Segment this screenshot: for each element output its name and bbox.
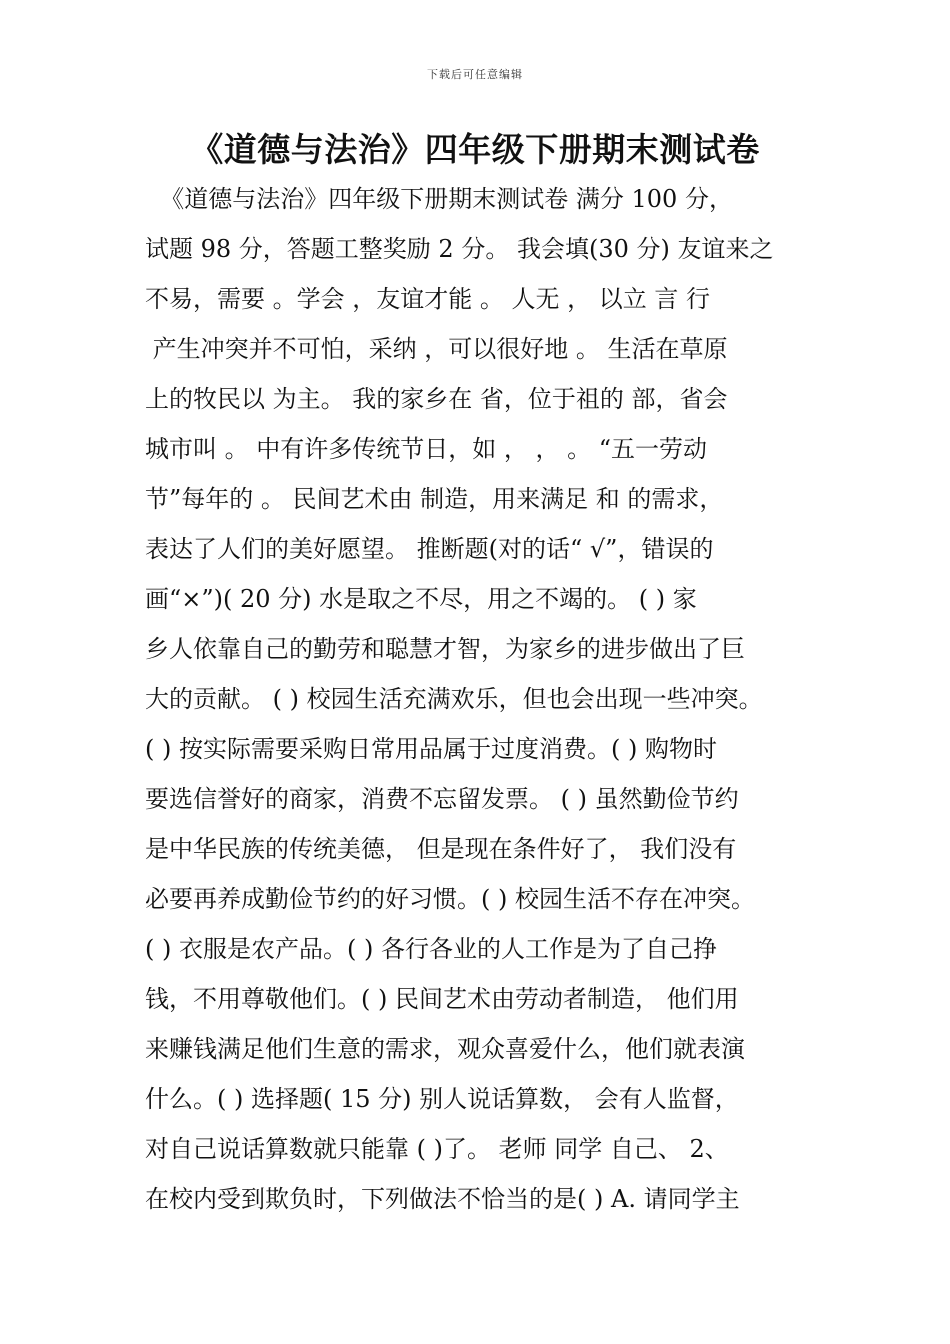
body-line: 乡人依靠自己的勤劳和聪慧才智，为家乡的进步做出了巨	[145, 635, 745, 663]
body-line: 大的贡献。 ( ) 校园生活充满欢乐，但也会出现一些冲突。	[145, 685, 763, 713]
body-line: 城市叫 。 中有许多传统节日，如 ， ， 。 “五一劳动	[145, 435, 708, 463]
document-body	[145, 178, 865, 1228]
body-line: 试题 98 分，答题工整奖励 2 分。 我会填(30 分) 友谊来之	[145, 235, 774, 263]
body-line: 节”每年的 。 民间艺术由 制造，用来满足 和 的需求，	[145, 485, 724, 513]
body-line: 是中华民族的传统美德， 但是现在条件好了， 我们没有	[145, 835, 737, 863]
body-line: 产生冲突并不可怕，采纳 ，可以很好地 。 生活在草原	[145, 335, 728, 363]
header-note: 下载后可任意编辑	[427, 68, 523, 81]
body-line: 在校内受到欺负时，下列做法不恰当的是( ) A. 请同学主	[145, 1185, 740, 1213]
document-title: 《道德与法治》四年级下册期末测试卷	[190, 130, 760, 169]
body-line: 不易，需要 。学会 ，友谊才能 。 人无 ， 以立 言 行	[145, 285, 711, 313]
body-line: 必要再养成勤俭节约的好习惯。( ) 校园生活不存在冲突。	[145, 885, 755, 913]
body-line: 要选信誉好的商家，消费不忘留发票。 ( ) 虽然勤俭节约	[145, 785, 739, 813]
body-line: ( ) 衣服是农产品。( ) 各行各业的人工作是为了自己挣	[145, 935, 717, 963]
body-line: ( ) 按实际需要采购日常用品属于过度消费。( ) 购物时	[145, 735, 717, 763]
body-line: 对自己说话算数就只能靠 ( )了。 老师 同学 自己、 2、	[145, 1135, 729, 1163]
body-line: 表达了人们的美好愿望。 推断题(对的话“ √”，错误的	[145, 535, 714, 563]
body-line: 《道德与法治》四年级下册期末测试卷 满分 100 分，	[145, 185, 733, 213]
body-line: 来赚钱满足他们生意的需求，观众喜爱什么，他们就表演	[145, 1035, 745, 1063]
body-line: 什么。( ) 选择题( 15 分) 别人说话算数， 会有人监督，	[145, 1085, 739, 1113]
body-line: 上的牧民以 为主。 我的家乡在 省，位于祖的 部，省会	[145, 385, 728, 413]
body-line: 钱，不用尊敬他们。( ) 民间艺术由劳动者制造， 他们用	[145, 985, 739, 1013]
body-line: 画“×”)( 20 分) 水是取之不尽，用之不竭的。 ( ) 家	[145, 585, 697, 613]
